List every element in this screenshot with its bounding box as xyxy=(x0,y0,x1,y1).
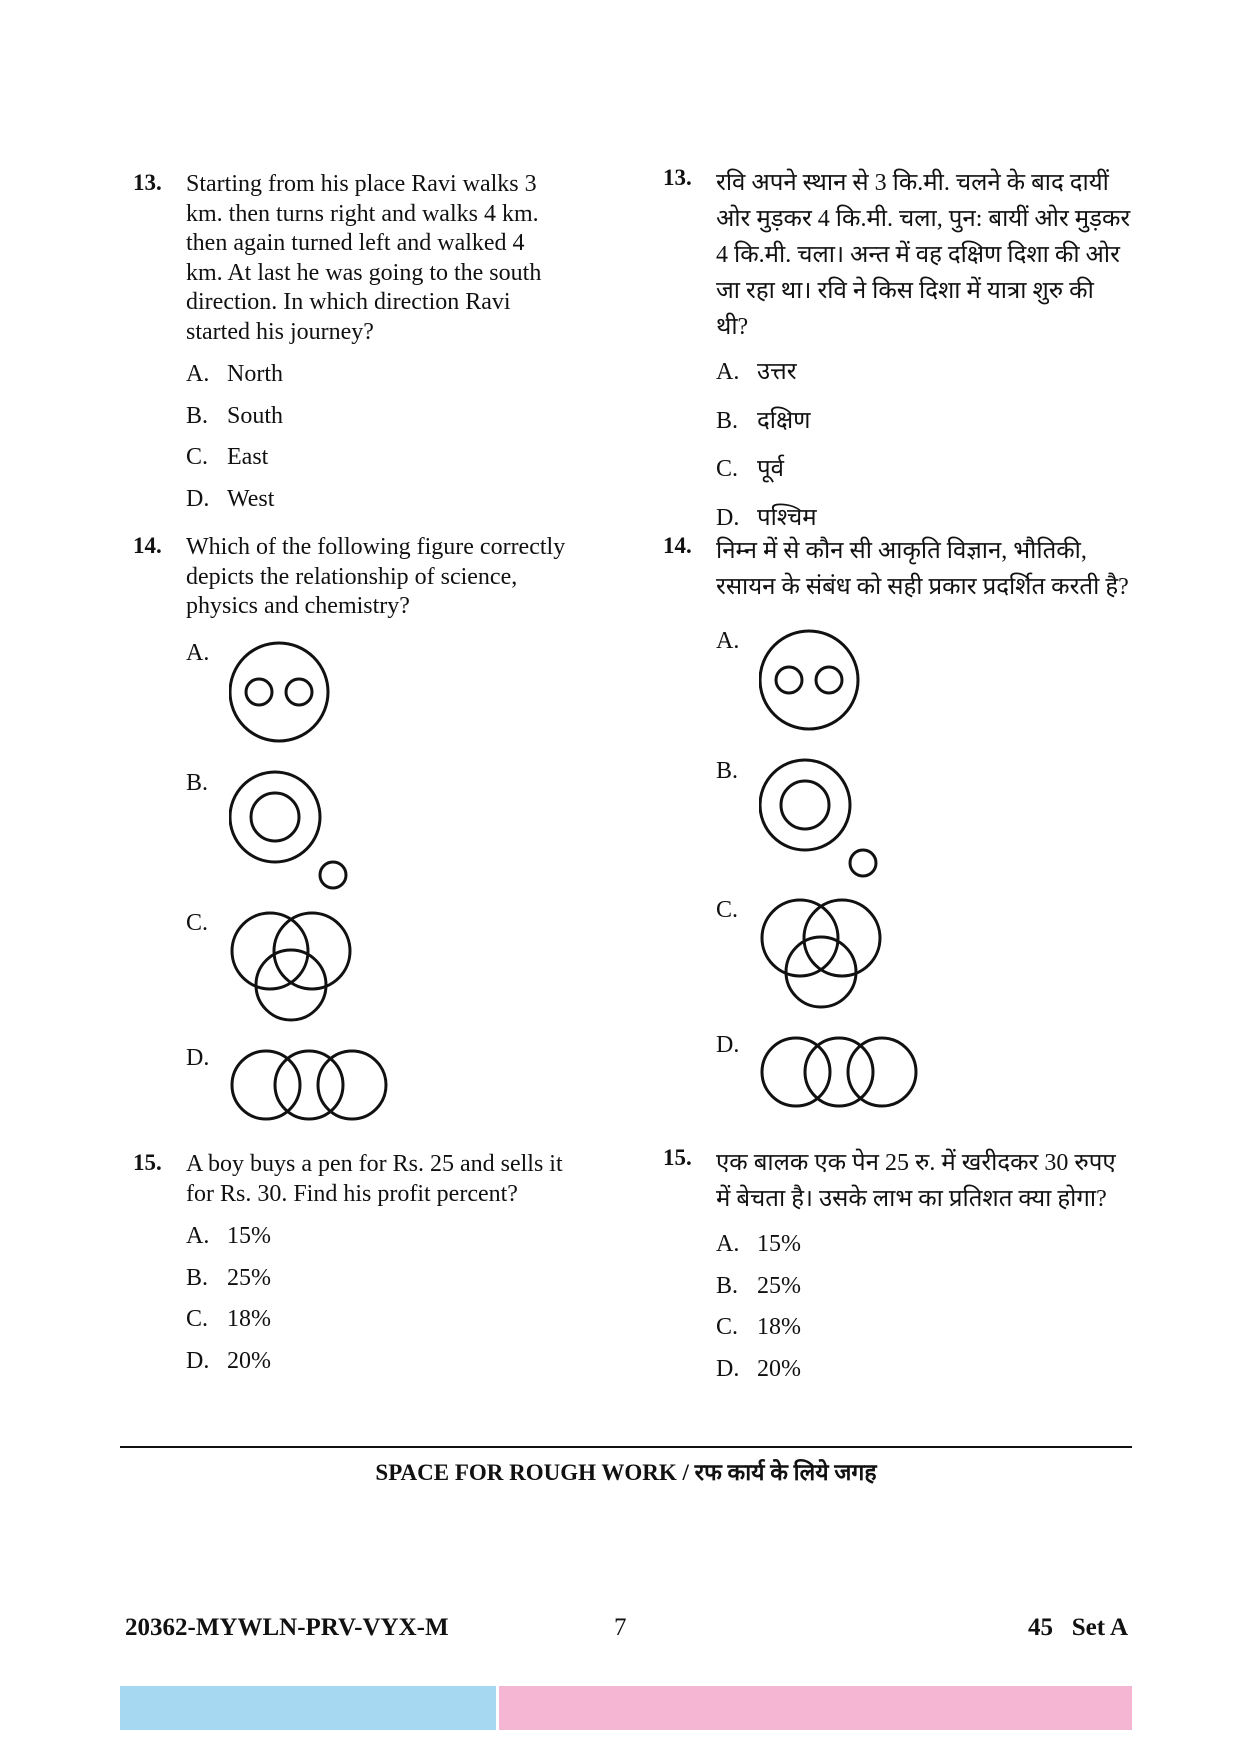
set-label: 45 Set A xyxy=(1028,1614,1128,1641)
three-circles-in-a-chain-icon xyxy=(229,1045,399,1125)
color-bar-right xyxy=(499,1686,1132,1730)
concentric-circles-with-separate-small-circle-icon xyxy=(759,758,899,878)
option-c[interactable]: C. 18% xyxy=(186,1306,271,1332)
question-text: Which of the following figure correctly depicts the relationship of science, physics and chemistry? xyxy=(186,534,566,619)
page-number: 7 xyxy=(614,1614,627,1641)
question-text: रवि अपने स्थान से 3 कि.मी. चलने के बाद दायीं ओर मुड़कर 4 कि.मी. चला, पुन: बायीं ओर मुड़कर 4 कि.मी. चला। अन्त में वह दक्षिण दिशा की ओर जा रहा था। रवि ने किस दिशा में यात्रा शुरु की थी? xyxy=(716,170,1131,340)
two-small-circles-inside-large-circle-icon xyxy=(229,640,339,750)
option-d[interactable]: D. West xyxy=(186,485,275,512)
option-b[interactable]: B. 25% xyxy=(716,1272,801,1299)
question-number: 13. xyxy=(663,165,692,190)
question-number: 14. xyxy=(663,533,692,558)
question-15-hindi xyxy=(663,1145,1186,1395)
option-c[interactable]: C. पूर्व xyxy=(716,456,784,482)
question-text: A boy buys a pen for Rs. 25 and sells it for Rs. 30. Find his profit percent? xyxy=(186,1151,563,1207)
rough-work-label: SPACE FOR ROUGH WORK / रफ कार्य के लिये जगह xyxy=(375,1460,877,1485)
option-a[interactable]: A. 15% xyxy=(186,1223,271,1249)
options xyxy=(186,359,616,525)
color-bar-left xyxy=(120,1686,496,1730)
question-number: 15. xyxy=(663,1145,692,1170)
option-a[interactable]: A. 15% xyxy=(716,1231,801,1257)
options xyxy=(716,357,1186,551)
option-a[interactable]: A. उत्तर xyxy=(716,359,797,385)
option-c[interactable]: C. 18% xyxy=(716,1314,801,1340)
question-number: 14. xyxy=(133,533,162,558)
options xyxy=(186,1221,616,1387)
question-15 xyxy=(133,1150,616,1387)
question-13 xyxy=(133,170,616,525)
three-mutually-overlapping-circles-icon xyxy=(229,910,369,1030)
option-b[interactable]: B. 25% xyxy=(186,1264,271,1291)
question-14 xyxy=(133,533,616,622)
option-d[interactable]: D. पश्चिम xyxy=(716,504,817,531)
option-c[interactable]: C. East xyxy=(186,444,269,470)
option-d[interactable]: D. 20% xyxy=(716,1355,801,1382)
three-mutually-overlapping-circles-icon xyxy=(759,897,899,1017)
question-14-hindi xyxy=(663,533,1186,605)
question-text: Starting from his place Ravi walks 3 km. then turns right and walks 4 km. then again turned left and walked 4 km. At last he was going to the south direction. In which direction Ravi started his journey? xyxy=(186,171,542,345)
option-b[interactable]: B. दक्षिण xyxy=(716,407,811,434)
two-small-circles-inside-large-circle-icon xyxy=(759,628,869,738)
options xyxy=(716,1229,1186,1395)
footer-code: 20362-MYWLN-PRV-VYX-M xyxy=(125,1614,449,1641)
option-b[interactable]: B. South xyxy=(186,402,284,429)
concentric-circles-with-separate-small-circle-icon xyxy=(229,770,369,890)
question-13-hindi xyxy=(663,165,1186,551)
three-circles-in-a-chain-icon xyxy=(759,1032,929,1112)
question-number: 13. xyxy=(133,170,162,195)
question-text: निम्न में से कौन सी आकृति विज्ञान, भौतिकी, रसायन के संबंध को सही प्रकार प्रदर्शित करती है? xyxy=(716,538,1129,600)
question-number: 15. xyxy=(133,1150,162,1175)
option-d[interactable]: D. 20% xyxy=(186,1347,271,1374)
divider-line xyxy=(120,1446,1132,1448)
question-text: एक बालक एक पेन 25 रु. में खरीदकर 30 रुपए में बेचता है। उसके लाभ का प्रतिशत क्या होगा? xyxy=(716,1150,1116,1212)
option-a[interactable]: A. North xyxy=(186,361,283,387)
